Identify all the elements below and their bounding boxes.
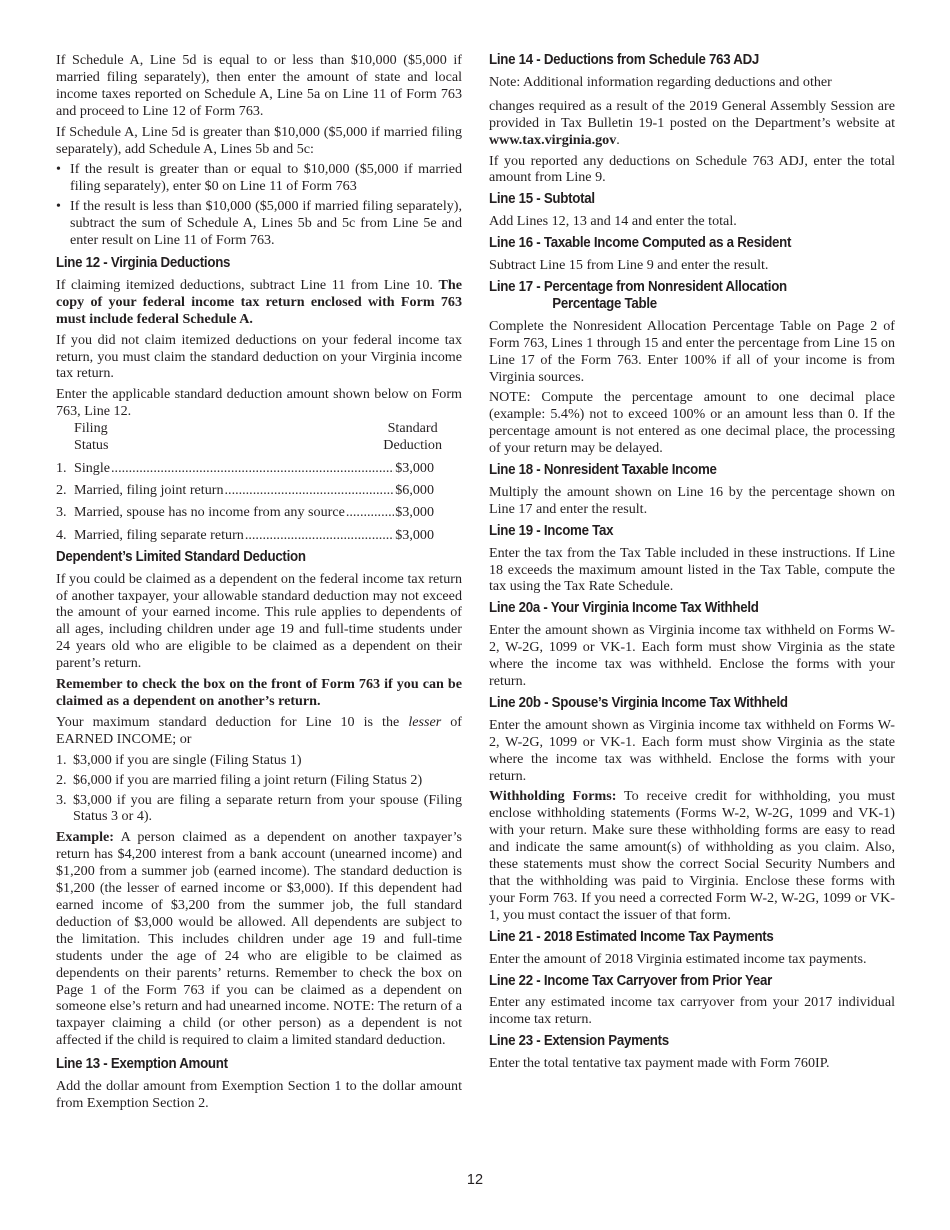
line-19-paragraph: Enter the tax from the Tax Table included in these instructions. If Line 18 exceeds the maximum amount listed in the Tax Table, compute the tax using the Tax Rate Schedule. (489, 544, 895, 595)
dependent-deduction-heading: Dependent’s Limited Standard Deduction (56, 548, 306, 565)
line-15-heading: Line 15 - Subtotal (489, 191, 595, 208)
item-number: 1. (56, 751, 67, 768)
filing-status-label: Married, spouse has no income from any source (74, 504, 345, 521)
dot-leader (111, 460, 394, 477)
deduction-amount: $6,000 (395, 482, 434, 499)
website-link[interactable]: www.tax.virginia.gov (489, 131, 617, 148)
line-14-paragraph-2 (489, 98, 895, 149)
line-16-paragraph: Subtract Line 15 from Line 9 and enter the result. (489, 257, 769, 274)
line-22-heading: Line 22 - Income Tax Carryover from Prior Year (489, 972, 773, 989)
header-text: Deduction (383, 437, 442, 454)
item-number: 3. (56, 791, 67, 808)
row-number: 1. (56, 459, 67, 476)
dependent-bold-reminder (56, 676, 462, 710)
filing-status-label: Married, filing joint return (74, 482, 224, 499)
line-18-heading: Line 18 - Nonresident Taxable Income (489, 462, 717, 479)
list-item (56, 772, 462, 789)
line-17-paragraph-1: Complete the Nonresident Allocation Percentage Table on Page 2 of Form 763, Lines 1 through 15 and enter the percentage from Line 15 on Line 17 of the Form 763. Enter 100% if all of your income is from Virginia sources. (489, 317, 895, 385)
max-deduction-list (56, 752, 462, 826)
dot-leader (346, 504, 394, 521)
row-number: 4. (56, 526, 67, 543)
heading-line-2: Percentage Table (552, 295, 657, 312)
list-item: • If the result is less than $10,000 ($5,000 if married filing separately), subtract the sum of Schedule A, Lines 5b and 5c from Line 5e and enter result on Line 11 of Form 763. (56, 198, 462, 249)
dot-leader (245, 527, 394, 544)
deduction-table-header (56, 420, 462, 456)
list-item (56, 792, 462, 826)
salt-paragraph-2: If Schedule A, Line 5d is greater than $10,000 ($5,000 if married filing separately), add Schedule A, Lines 5b and 5c: (56, 123, 462, 157)
line-18-paragraph: Multiply the amount shown on Line 16 by the percentage shown on Line 17 and enter the result. (489, 483, 895, 517)
withholding-forms-paragraph (489, 788, 895, 923)
line-20a-heading: Line 20a - Your Virginia Income Tax Withheld (489, 600, 759, 617)
example-text: A person claimed as a dependent on another taxpayer’s return has $4,200 interest from a bank account (unearned income) and $1,200 from a summer job (earned income). The standard deduction is $1,200 (the lesser of earned income or $3,000). If this dependent had earned income of $3,200 from the summer job, the full standard deduction of $3,000 would be allowed. All dependents are subject to the limitation. This includes children under age 19 and full-time students under the age of 24 who are eligible to be claimed as dependents on their parents’ returns. Remember to check the box on Page 1 of the Form 763 if you can be claimed as a dependent on someone else’s return and had unearned income. NOTE: The return of a taxpayer claiming a child (or other person) as a dependent is not affected if the child is required to claim a limited standard deduction. (56, 829, 462, 1049)
header-text: Filing (74, 420, 108, 437)
filing-status-label: Married, filing separate return (74, 526, 244, 543)
list-item (56, 752, 462, 769)
line-15-paragraph: Add Lines 12, 13 and 14 and enter the total. (489, 213, 737, 230)
line-17-heading (489, 279, 867, 313)
row-number: 2. (56, 482, 67, 499)
line-20b-paragraph: Enter the amount shown as Virginia income tax withheld on Forms W-2, W-2G, 1099 or VK-1. Each form must show Virginia as the state where the income tax was withheld. Enclose the forms with your return. (489, 716, 895, 784)
table-row (56, 527, 462, 544)
line-22-paragraph: Enter any estimated income tax carryover from your 2017 individual income tax return. (489, 994, 895, 1028)
max-text-a: Your maximum standard deduction for Line 10 is the (56, 713, 400, 730)
dependent-max-paragraph (56, 714, 462, 748)
deduction-amount: $3,000 (395, 504, 434, 521)
bold-reminder-text: Remember to check the box on the front of Form 763 if you can be claimed as a dependent on another’s return. (56, 676, 462, 709)
page-number: 12 (466, 1172, 484, 1188)
line-21-heading: Line 21 - 2018 Estimated Income Tax Payments (489, 928, 774, 945)
table-row (56, 482, 462, 499)
period: . (616, 131, 620, 148)
max-text-b: of EARNED INCOME; or (56, 713, 462, 747)
line-13-heading: Line 13 - Exemption Amount (56, 1056, 228, 1073)
table-row (56, 460, 462, 477)
item-text: $3,000 if you are single (Filing Status 1) (73, 751, 302, 768)
item-text: $3,000 if you are filing a separate return from your spouse (Filing Status 3 or 4). (73, 791, 462, 825)
header-text: Standard (387, 420, 438, 437)
line-14-text: changes required as a result of the 2019 General Assembly Session are provided in Tax Bulletin 19-1 posted on the Department’s website at (489, 97, 895, 131)
right-column (489, 52, 895, 1076)
line-20a-paragraph: Enter the amount shown as Virginia income tax withheld on Forms W-2, W-2G, 1099 or VK-1. Each form must show Virginia as the state where the income tax was withheld. Enclose the forms with your return. (489, 622, 895, 689)
line-16-heading: Line 16 - Taxable Income Computed as a Resident (489, 235, 792, 252)
withholding-forms-label: Withholding Forms: (489, 788, 617, 805)
filing-status-label: Single (74, 459, 111, 476)
line-14-paragraph-3: If you reported any deductions on Schedule 763 ADJ, enter the total amount from Line 9. (489, 152, 895, 186)
line-12-text: If claiming itemized deductions, subtract Line 11 from Line 10. (56, 276, 433, 293)
line-12-paragraph-2: If you did not claim itemized deductions on your federal income tax return, you must claim the standard deduction on your Virginia income tax return. (56, 331, 462, 382)
header-text: Status (74, 437, 109, 454)
table-row (56, 504, 462, 521)
line-23-heading: Line 23 - Extension Payments (489, 1033, 669, 1050)
line-23-paragraph: Enter the total tentative tax payment made with Form 760IP. (489, 1055, 830, 1072)
withholding-forms-text: To receive credit for withholding, you must enclose withholding statements (Forms W-2, W-2G, 1099 and VK-1) with your return. Make sure these withholding forms are easy to read and indicate the same amount(s) of withholding as you claim. Also, these statements must show the correct Social Security Numbers and that the withholding was paid to Virginia. Enclose these forms with your Form 763. If you need a corrected Form W-2, W-2G, 1099 or VK-1, you must contact the issuer of that form. (489, 788, 895, 923)
line-20b-heading: Line 20b - Spouse’s Virginia Income Tax Withheld (489, 694, 788, 711)
example-paragraph (56, 829, 462, 1049)
filing-status-header (74, 420, 108, 454)
line-12-paragraph-1 (56, 277, 462, 328)
item-number: 2. (56, 771, 67, 788)
example-label: Example: (56, 829, 114, 846)
line-14-heading: Line 14 - Deductions from Schedule 763 ADJ (489, 52, 760, 68)
line-14-note: Note: Additional information regarding deductions and other (489, 73, 832, 90)
line-12-bold-note: The copy of your federal income tax return enclosed with Form 763 must include federal Schedule A. (56, 276, 462, 327)
dependent-paragraph-1: If you could be claimed as a dependent on the federal income tax return of another taxpayer, your allowable standard deduction may not exceed the amount of your earned income. This rule applies to dependents of all ages, including children under age 19 and full-time students under 24 years old who are eligible to be claimed as a dependent on their parent’s return. (56, 570, 462, 672)
heading-line-1: Line 17 - Percentage from Nonresident Allocation (489, 278, 787, 295)
deduction-amount: $3,000 (395, 459, 434, 476)
left-column (56, 52, 462, 1116)
line-12-paragraph-3: Enter the applicable standard deduction amount shown below on Form 763, Line 12. (56, 386, 462, 420)
salt-bullet-list (56, 161, 462, 249)
standard-deduction-header (383, 420, 442, 454)
max-text-emphasis: lesser (408, 713, 442, 730)
line-12-heading: Line 12 - Virginia Deductions (56, 254, 231, 271)
list-item: • If the result is greater than or equal to $10,000 ($5,000 if married filing separately), enter $0 on Line 11 of Form 763 (56, 161, 462, 195)
deduction-amount: $3,000 (395, 526, 434, 543)
line-17-paragraph-2: NOTE: Compute the percentage amount to one decimal place (example: 5.4%) not to exceed 100% or an amount less than 0. If the percentage amount is not entered as one decimal place, the processing of your return may be delayed. (489, 389, 895, 457)
line-13-paragraph: Add the dollar amount from Exemption Section 1 to the dollar amount from Exemption Section 2. (56, 1078, 462, 1111)
row-number: 3. (56, 504, 67, 521)
deduction-table (56, 460, 462, 544)
line-19-heading: Line 19 - Income Tax (489, 522, 614, 539)
line-21-paragraph: Enter the amount of 2018 Virginia estimated income tax payments. (489, 950, 867, 967)
item-text: $6,000 if you are married filing a joint return (Filing Status 2) (73, 771, 423, 788)
dot-leader (225, 482, 395, 499)
salt-paragraph-1: If Schedule A, Line 5d is equal to or less than $10,000 ($5,000 if married filing separately), then enter the amount of state and local income taxes reported on Schedule A, Line 5a on Line 11 of Form 763 and proceed to Line 12 of Form 763. (56, 52, 462, 119)
